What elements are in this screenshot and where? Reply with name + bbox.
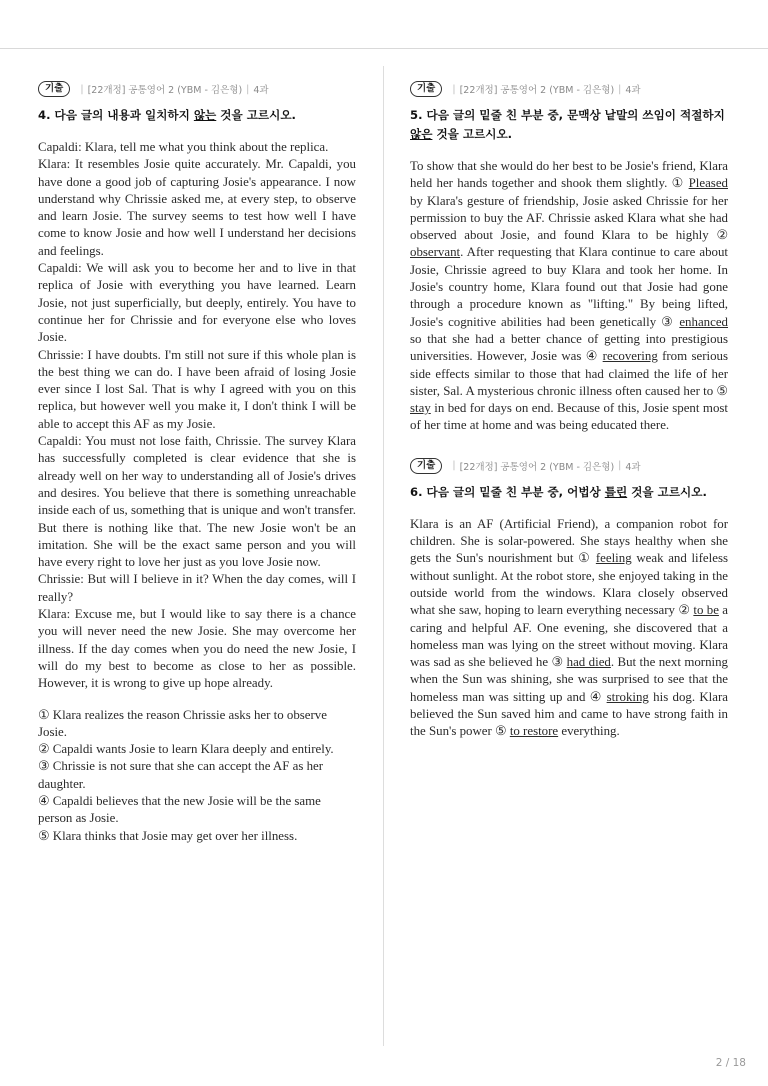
left-column — [38, 80, 356, 845]
header-rule — [0, 48, 768, 49]
q4-choice-2[interactable]: ② Capaldi wants Josie to learn Klara deeply and entirely. — [38, 742, 334, 757]
q4-line-1: Capaldi: Klara, tell me what you think about the replica. — [38, 140, 329, 154]
q4-title: 4. 다음 글의 내용과 일치하지 않는 것을 고르시오. — [38, 108, 296, 122]
q6-lesson: 4과 — [625, 461, 641, 473]
q5-underline-1: Pleased — [688, 176, 728, 191]
q6-passage: Klara is an AF (Artificial Friend), a companion robot for children. She is solar-powered. She stays healthy when she gets the Sun's nourishment but ① feeling weak and lifeless without sunlight. At the robot store, she enjoyed taking in the outside world from the windows. Klara closely observed what she saw, hoping to learn everything necessary ② to be a caring and helpful AF. One evening, she discovered that a homeless man was lying on the street without moving. Klara was sad as she believed he ③ had died. But the next morning when the Sun was shining, she was surprised to see that the homeless man was sitting up and ④ stroking his dog. Klara believed the Sun saved him and came to have strong faith in the Sun's power ⑤ to restore everything. — [410, 516, 729, 739]
q4-line-3: Capaldi: We will ask you to become her and to live in that replica of Josie with everything you have learned. Learn Josie, not just superficially, but deeply, entirely. You have to continue her for Chrissie and for everyone else who loves Josie. — [38, 261, 356, 345]
q5-badge: 기출 — [410, 81, 442, 97]
q6-underline-3: had died — [566, 655, 611, 670]
q5-tagline: 기출 | [22개정] 공통영어 2 (YBM - 김은형) | 4과 — [410, 80, 728, 98]
q6-underline-1: feeling — [595, 551, 632, 566]
q6-underline-2: to be — [693, 603, 719, 618]
right-column — [410, 80, 728, 741]
q4-choice-1[interactable]: ① Klara realizes the reason Chrissie asks her to observe Josie. — [38, 707, 327, 739]
q4-sep2: | — [246, 83, 250, 95]
q6-title: 6. 다음 글의 밑줄 친 부분 중, 어법상 틀린 것을 고르시오. — [410, 484, 707, 499]
q4-line-7: Klara: Excuse me, but I would like to say there is a chance you will never need the new Josie. She may overcome her illness. If the day comes when you do need the new Josie, I will do my best to become as close to her as possible. However, it is wrong to give up hope already. — [38, 607, 356, 691]
q5-lesson: 4과 — [625, 85, 641, 96]
q4-line-5: Capaldi: You must not lose faith, Chrissie. The survey Klara has successfully completed is clear evidence that she is already well on her way to understanding all of Josie's drives and desires. You believe that there is something unreachable inside each of us, something that is unique and won't transfer. But there is nothing like that. The new Josie won't be an imitation. She will be the exact same person and you will have every right to love her just as you love Josie now. — [38, 434, 356, 570]
q4-passage — [38, 139, 356, 693]
q4-choices — [38, 707, 356, 845]
q6-block — [410, 457, 728, 741]
q6-underline-4: stroking — [606, 689, 649, 704]
q5-underline-5: stay — [410, 401, 431, 416]
q4-choice-5[interactable]: ⑤ Klara thinks that Josie may get over her illness. — [38, 828, 298, 843]
q4-source: [22개정] 공통영어 2 (YBM - 김은형) — [87, 85, 243, 96]
q6-badge: 기출 — [410, 458, 442, 474]
q4-lesson: 4과 — [253, 85, 269, 96]
q5-underline-4: recovering — [602, 349, 658, 364]
q5-underline-3: enhanced — [679, 314, 728, 329]
q4-line-6: Chrissie: But will I believe in it? When the day comes, will I really? — [38, 572, 356, 604]
column-divider — [383, 66, 384, 1046]
page-number: 2 / 18 — [715, 1057, 746, 1069]
q6-source: [22개정] 공통영어 2 (YBM - 김은형) — [459, 461, 615, 473]
q4-tagline — [38, 80, 356, 98]
q4-sep1: | — [80, 83, 84, 95]
q5-title: 5. 다음 글의 밑줄 친 부분 중, 문맥상 낱말의 쓰임이 적절하지 않은 것을 고르시오. — [410, 108, 725, 141]
q4-choice-4[interactable]: ④ Capaldi believes that the new Josie will be the same person as Josie. — [38, 793, 321, 826]
q6-underline-5: to restore — [509, 724, 559, 739]
q4-choice-3[interactable]: ③ Chrissie is not sure that she can accept the AF as her daughter. — [38, 759, 324, 791]
q6-tagline: 기출 | [22개정] 공통영어 2 (YBM - 김은형) | 4과 — [410, 457, 728, 475]
q4-line-4: Chrissie: I have doubts. I'm still not sure if this whole plan is the best thing we can do. I have been afraid of losing Josie ever since I lost Sal. That is why I agreed with you on this replica, but however well you make it, I don't think I will be able to accept this AF as my Josie. — [38, 347, 356, 431]
q5-source: [22개정] 공통영어 2 (YBM - 김은형) — [459, 85, 615, 96]
q4-badge: 기출 — [38, 81, 70, 97]
q4-line-2: Klara: It resembles Josie quite accurately. Mr. Capaldi, you have done a good job of capturing Josie's appearance. I now understand why Chrissie asked me, at every step, to observe and learn Josie. The survey seems to test how well I have come to know Josie and how well I understand her decisions and feelings. — [38, 157, 356, 258]
q5-underline-2: observant — [410, 245, 461, 260]
q5-passage: To show that she would do her best to be Josie's friend, Klara held her hands together and shook them slightly. ① Pleased by Klara's gesture of friendship, Josie asked Chrissie for her permission to buy the AF. Chrissie asked Klara what she had observed about Josie, and found Klara to be highly ② observant. After requesting that Klara continue to care about Josie, Chrissie agreed to buy Klara and took her home. In Josie's country home, Klara found out that Josie had gone through a procedure known as "lifting." By being lifted, Josie's cognitive abilities had been genetically ③ enhanced so that she had a better chance of getting into prestigious universities. However, Josie was ④ recovering from serious side effects similar to those that had claimed the life of her sister, Sal. A mysterious chronic illness often caused her to ⑤ stay in bed for days on end. Because of this, Josie spent most of her time at home and was being educated there. — [410, 159, 728, 433]
